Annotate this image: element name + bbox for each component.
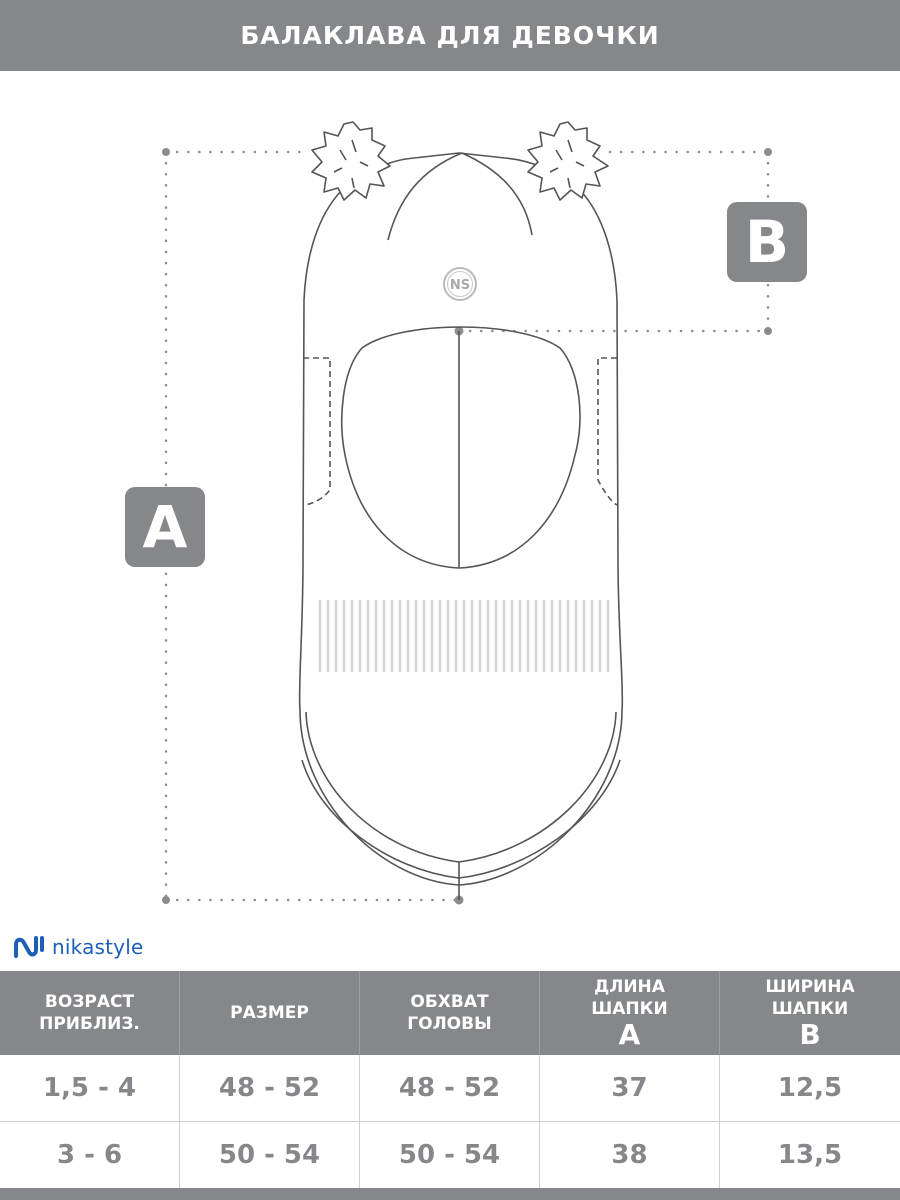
header-width-line2: ШАПКИ [771, 999, 849, 1019]
cell-length: 38 [540, 1122, 720, 1188]
dimension-endpoints [162, 148, 772, 905]
nikastyle-wave-icon [14, 936, 44, 958]
cell-age: 1,5 - 4 [0, 1055, 180, 1121]
cell-head-circumference: 48 - 52 [360, 1055, 540, 1121]
right-pompom-icon [528, 122, 608, 200]
header-width-letter: B [799, 1018, 821, 1051]
ribbed-band [320, 600, 608, 672]
cell-width: 13,5 [777, 1140, 843, 1170]
balaclava-outline [300, 153, 623, 900]
table-row [0, 1122, 900, 1188]
header-width-line1: ШИРИНА [765, 977, 855, 997]
header-age [0, 971, 180, 1055]
dimension-badge-b [727, 202, 807, 282]
size-table-header [0, 971, 900, 1055]
header-age-line1: ВОЗРАСТ [44, 992, 135, 1012]
cell-length: 37 [540, 1055, 720, 1121]
cell-width: 12,5 [777, 1073, 843, 1103]
header-length [540, 971, 720, 1055]
brand-logo [14, 930, 143, 964]
table-row [0, 1055, 900, 1122]
brand-name: nikastyle [52, 935, 144, 959]
header-size-line1: РАЗМЕР [230, 1003, 309, 1023]
header-head-line1: ОБХВАТ [410, 992, 489, 1012]
header-length-letter: A [618, 1018, 641, 1051]
cell-size: 50 - 54 [180, 1122, 360, 1188]
cell-size: 48 - 52 [180, 1055, 360, 1121]
size-table [0, 971, 900, 1200]
cell-head-circumference: 50 - 54 [360, 1122, 540, 1188]
ns-logo-text: NS [449, 278, 471, 293]
header-size [180, 971, 360, 1055]
dimension-label-a: A [142, 493, 188, 561]
page-title: БАЛАКЛАВА ДЛЯ ДЕВОЧКИ [240, 21, 660, 50]
page-title-banner [0, 0, 900, 71]
cell-age: 3 - 6 [0, 1122, 180, 1188]
header-length-line1: ДЛИНА [594, 977, 665, 997]
header-width [720, 971, 900, 1055]
left-pompom-icon [312, 122, 390, 200]
dimension-label-b: B [744, 208, 790, 276]
dimension-badge-a [125, 487, 205, 567]
dimension-lines [166, 152, 768, 900]
header-head-circumference [360, 971, 540, 1055]
ns-logo-icon [444, 268, 476, 300]
footer-bar [0, 1188, 900, 1200]
header-age-line2: ПРИБЛИЗ. [39, 1014, 140, 1034]
header-length-line2: ШАПКИ [591, 999, 668, 1019]
header-head-line2: ГОЛОВЫ [407, 1014, 492, 1034]
